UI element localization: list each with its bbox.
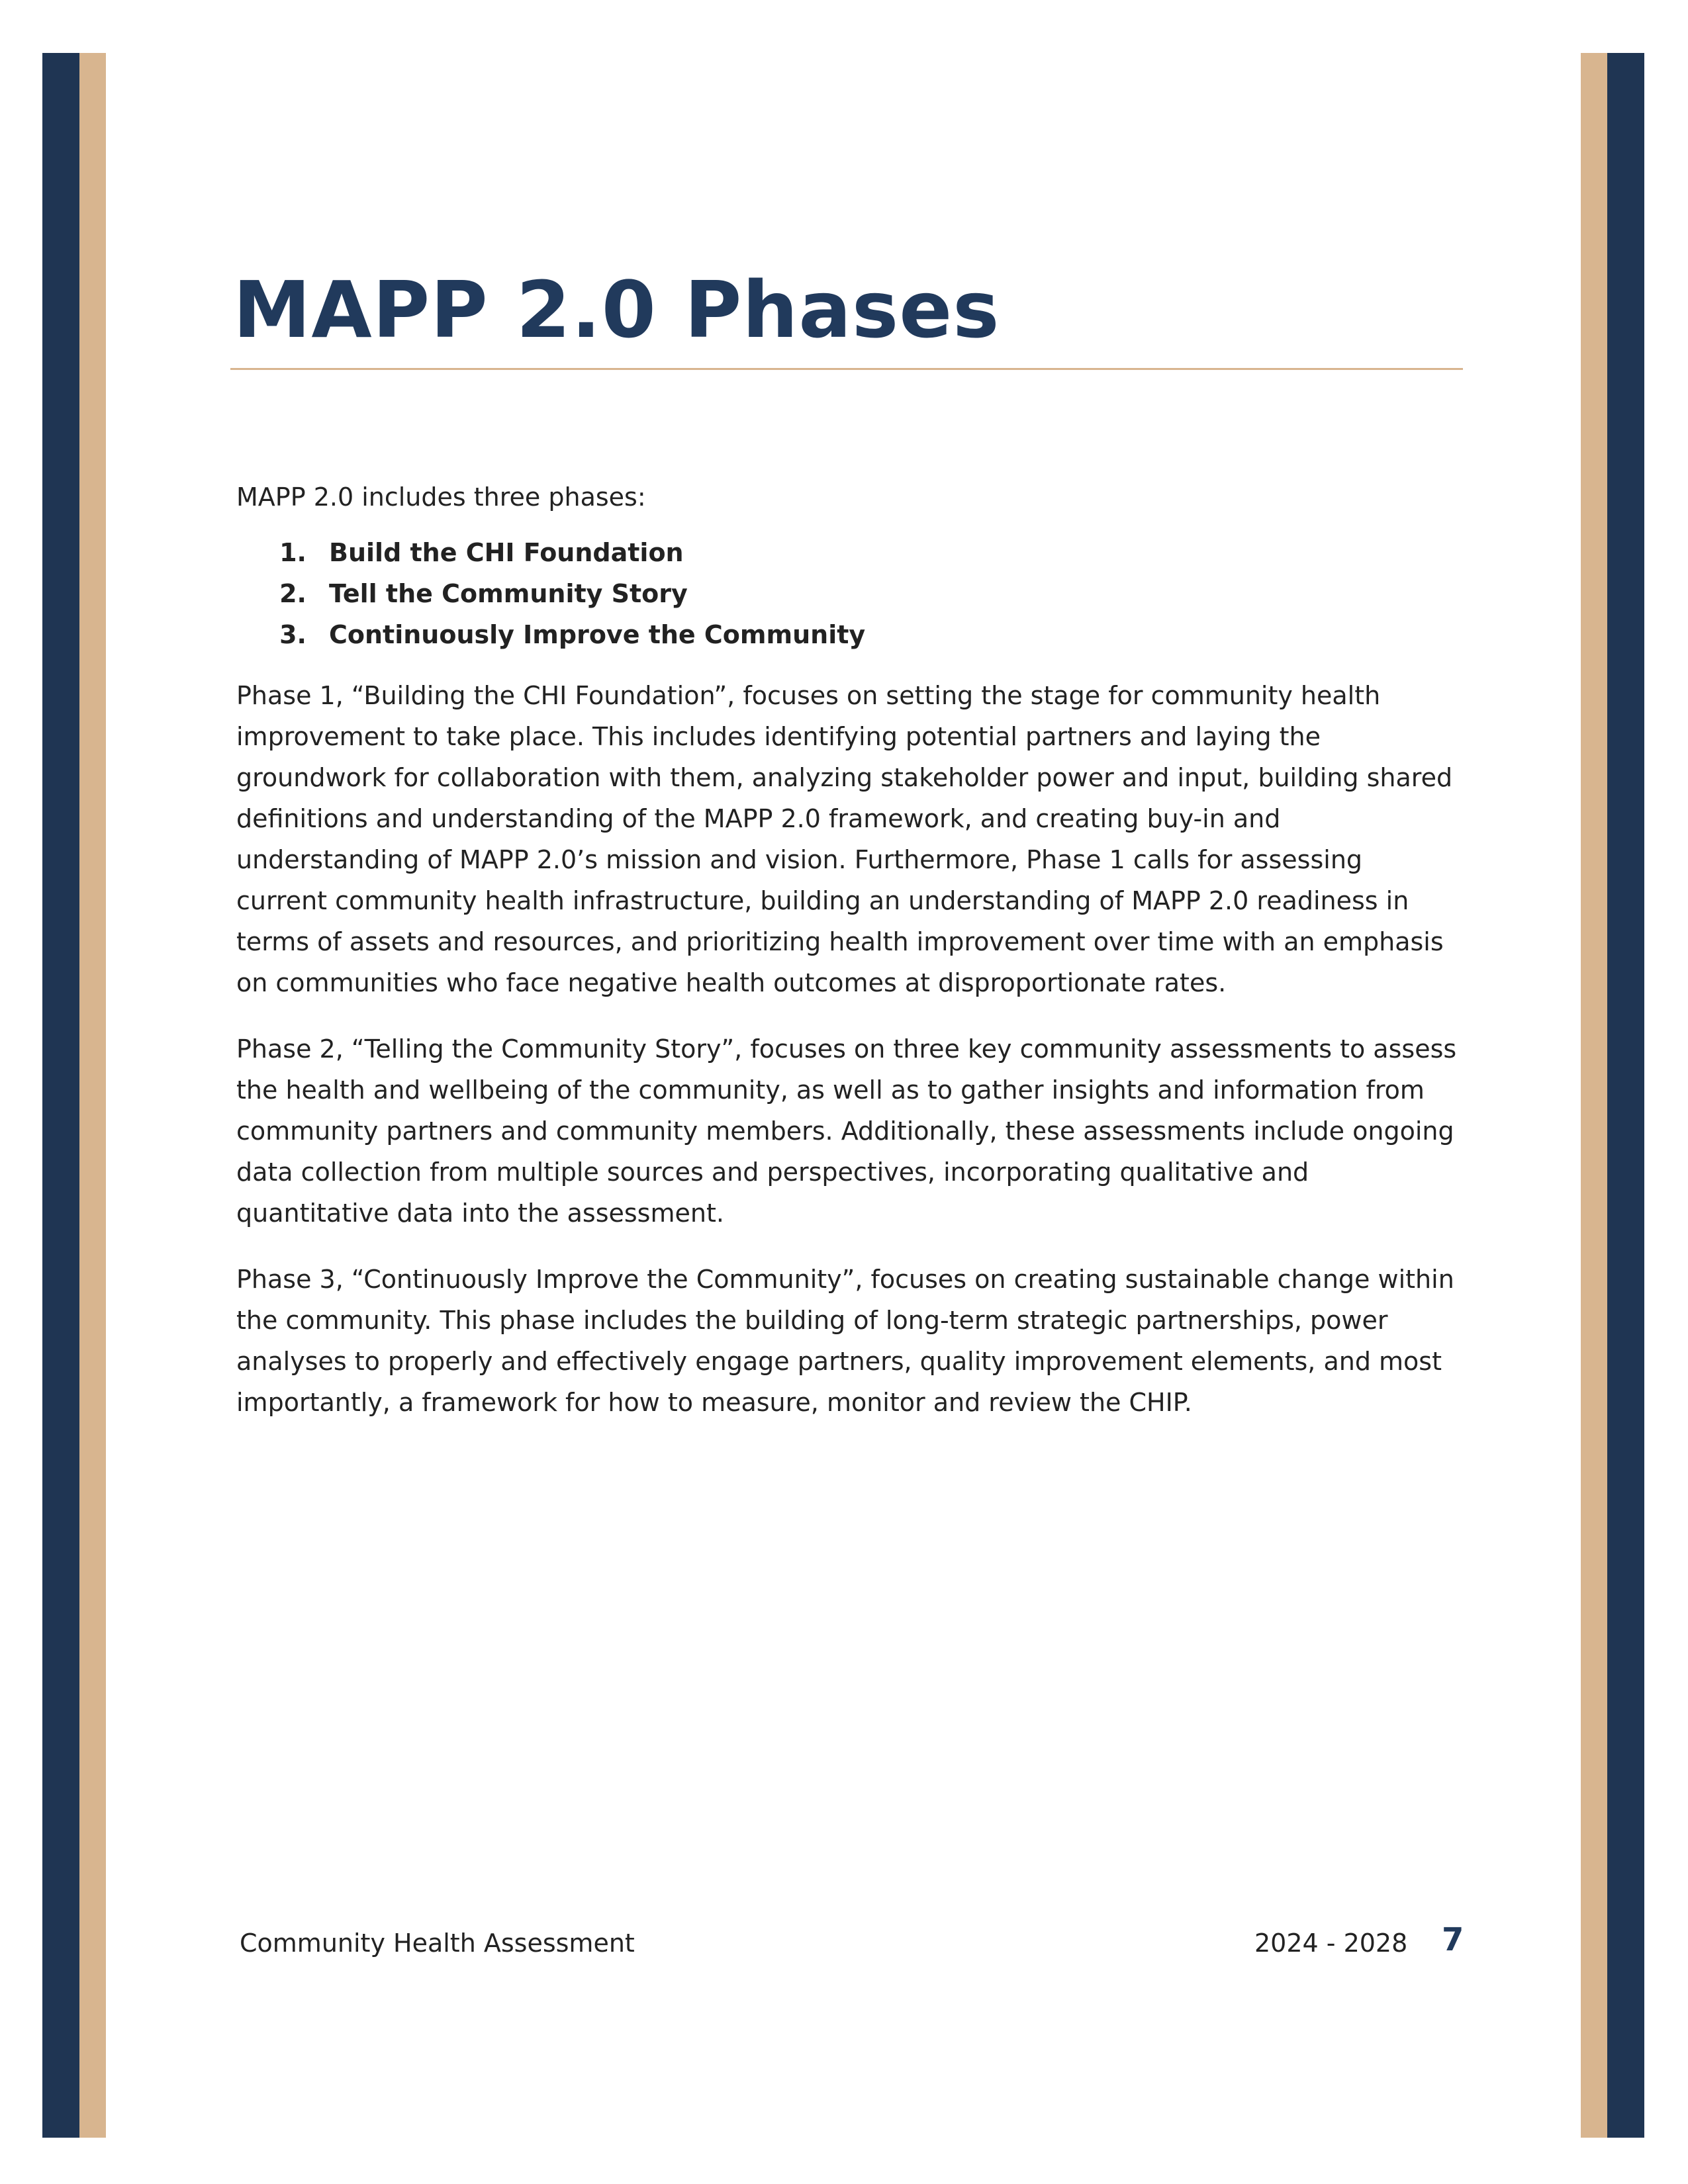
footer-document-name: Community Health Assessment (240, 1929, 635, 1958)
phase-label: Build the CHI Foundation (329, 538, 684, 567)
phase-number: 2. (279, 579, 306, 608)
phase-2-paragraph: Phase 2, “Telling the Community Story”, focuses on three key community assessments to assess the health and wellbeing of the community, as well as to gather insights and information from community partners and community members. Additionally, these assessments include ongoing data collection from multiple sources and perspectives, incorporating qualitative and quantitative data into the assessment. (236, 1034, 1457, 1228)
left-navy-stripe (42, 53, 79, 2138)
footer-years: 2024 - 2028 (1254, 1929, 1408, 1958)
phase-number: 3. (279, 620, 306, 649)
phase-list (236, 532, 1458, 655)
phase-item-3 (236, 614, 1458, 655)
page-number: 7 (1442, 1921, 1464, 1958)
phase-item-1 (236, 532, 1458, 573)
phase-number: 1. (279, 538, 306, 567)
phase-item-2 (236, 573, 1458, 614)
body-content (236, 477, 1458, 1448)
phase-3-paragraph: Phase 3, “Continuously Improve the Community”, focuses on creating sustainable change within the community. This phase includes the building of long-term strategic partnerships, power analyses to properly and effectively engage partners, quality improvement elements, and most importantly, a framework for how to measure, monitor and review the CHIP. (236, 1265, 1454, 1417)
left-tan-stripe (79, 53, 106, 2138)
right-navy-stripe (1607, 53, 1644, 2138)
right-tan-stripe (1581, 53, 1607, 2138)
title-underline (230, 368, 1463, 370)
intro-text: MAPP 2.0 includes three phases: (236, 482, 646, 512)
phase-label: Continuously Improve the Community (329, 620, 866, 649)
phase-label: Tell the Community Story (329, 579, 688, 608)
phase-1-paragraph: Phase 1, “Building the CHI Foundation”, focuses on setting the stage for community health improvement to take place. This includes identifying potential partners and laying the groundwork for collaboration with them, analyzing stakeholder power and input, building shared definitions and understanding of the MAPP 2.0 framework, and creating buy-in and understanding of MAPP 2.0’s mission and vision. Furthermore, Phase 1 calls for assessing current community health infrastructure, building an understanding of MAPP 2.0 readiness in terms of assets and resources, and prioritizing health improvement over time with an emphasis on communities who face negative health outcomes at disproportionate rates. (236, 681, 1453, 997)
page-title: MAPP 2.0 Phases (233, 264, 1000, 355)
